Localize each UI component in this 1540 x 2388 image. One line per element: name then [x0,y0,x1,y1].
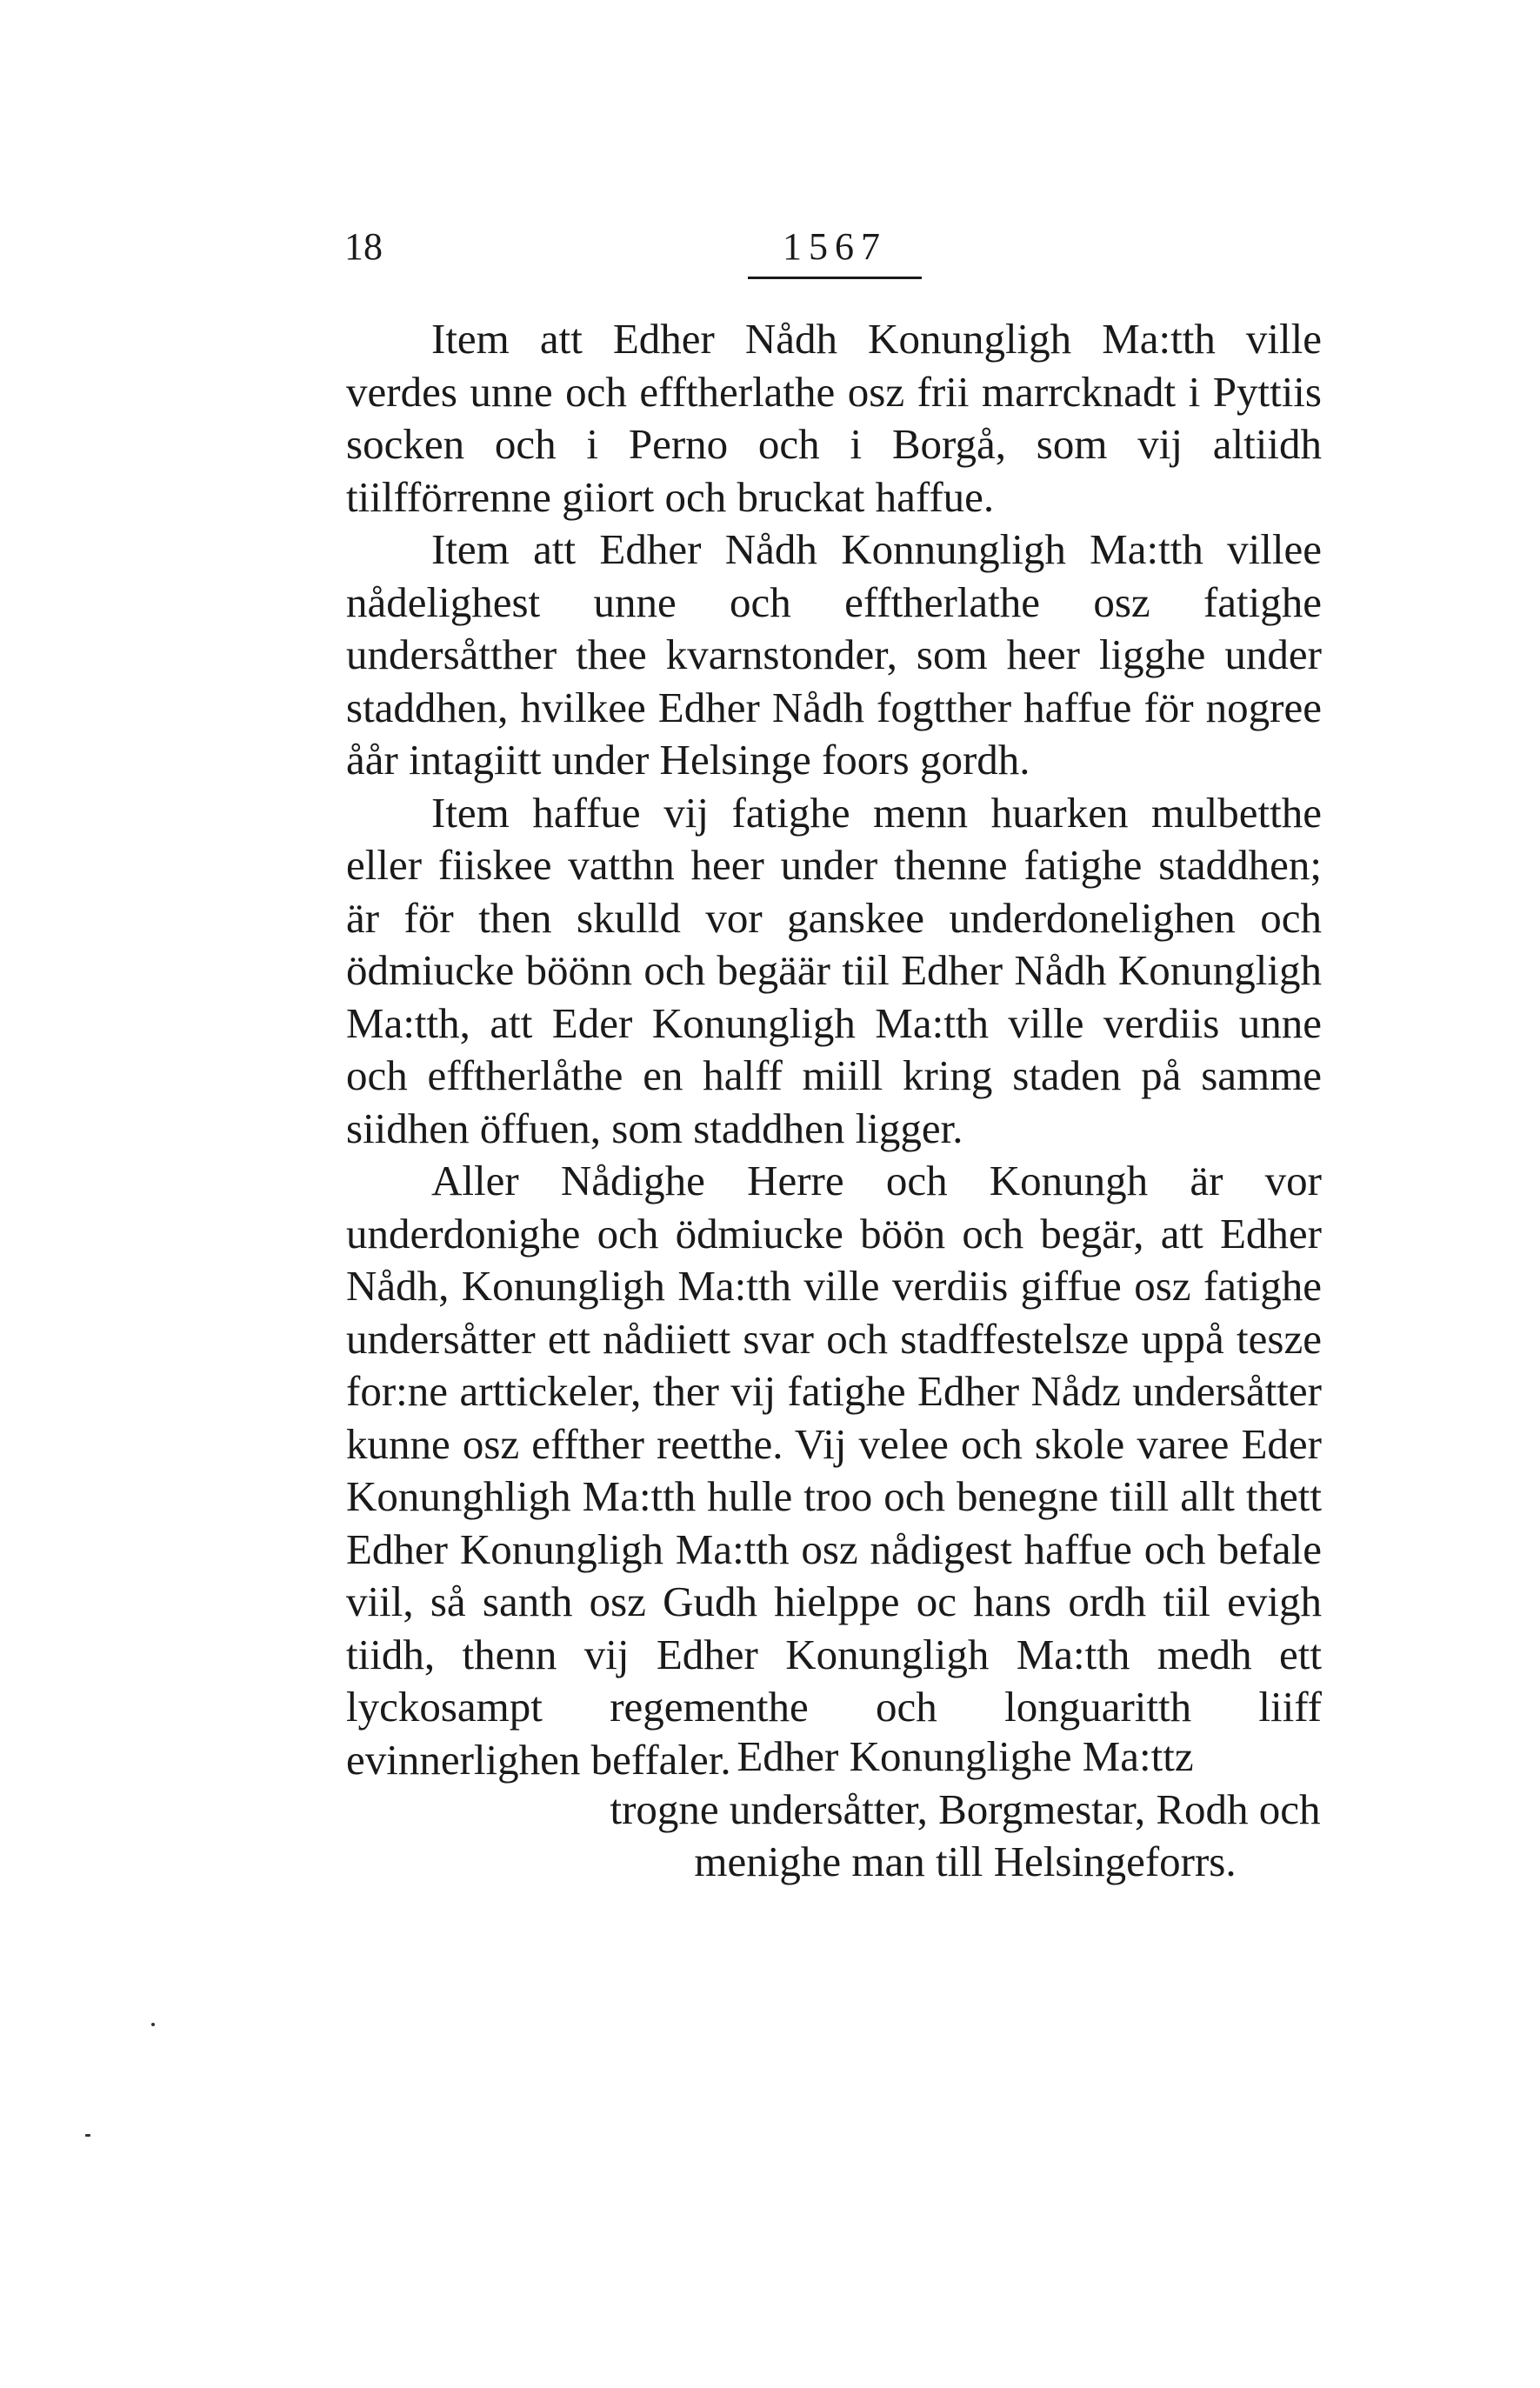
signature-line-1: Edher Konunglighe Ma:ttz [737,1732,1194,1780]
letter-body [346,313,1322,1786]
signature-line-2: trogne undersåtter, Borgmestar, Rodh och [610,1784,1321,1833]
scan-speck [85,2134,90,2137]
signature-line-3: menighe man till Helsingeforrs. [694,1838,1237,1885]
year-underline [748,277,922,279]
signature-block [609,1731,1322,1889]
page-number: 18 [344,225,383,268]
page-year: 1567 [783,225,887,268]
paragraph-4: Aller Nådighe Herre och Konungh är vor underdonighe och ödmiucke böön och begär, att Edher Nådh, Konungligh Ma:tth ville verdiis giffue osz fatighe undersåtter ett nådiiett svar och stadffestelsze uppå tesze for:ne arttickeler, ther vij fatighe Edher Nådz undersåtter kunne osz effther reetthe. Vij velee och skole varee Eder Konunghligh Ma:tth hulle troo och benegne tiill allt thett Edher Konungligh Ma:tth osz nådigest haffue och befale viil, så santh osz Gudh hielppe oc hans ordh tiil evigh tiidh, thenn vij Edher Konungligh Ma:tth medh ett lyckosampt regementhe och longuaritth liiff evinnerlighen beffaler. [346,1157,1322,1784]
paragraph-1: Item att Edher Nådh Konungligh Ma:tth ville verdes unne och efftherlathe osz frii marrcknadt i Pyttiis socken och i Perno och i Borgå, som vij altiidh tiilfförrenne giiort och bruckat haffue. [346,315,1322,521]
paragraph-2: Item att Edher Nådh Konnungligh Ma:tth villee nådelighest unne och efftherlathe osz fatighe undersåtther thee kvarnstonder, som heer ligghe under staddhen, hvilkee Edher Nådh fogtther haffue för nogree åår intagiitt under Helsinge foors gordh. [346,525,1322,784]
scan-speck [151,2023,155,2026]
paragraph-3: Item haffue vij fatighe menn huarken mulbetthe eller fiiskee vatthn heer under thenne fatighe staddhen; är för then skulld vor ganskee underdonelighen och ödmiucke böönn och begäär tiil Edher Nådh Konungligh Ma:tth, att Eder Konungligh Ma:tth ville verdiis unne och efftherlåthe en halff miill kring staden på samme siidhen öffuen, som staddhen ligger. [346,788,1322,1152]
